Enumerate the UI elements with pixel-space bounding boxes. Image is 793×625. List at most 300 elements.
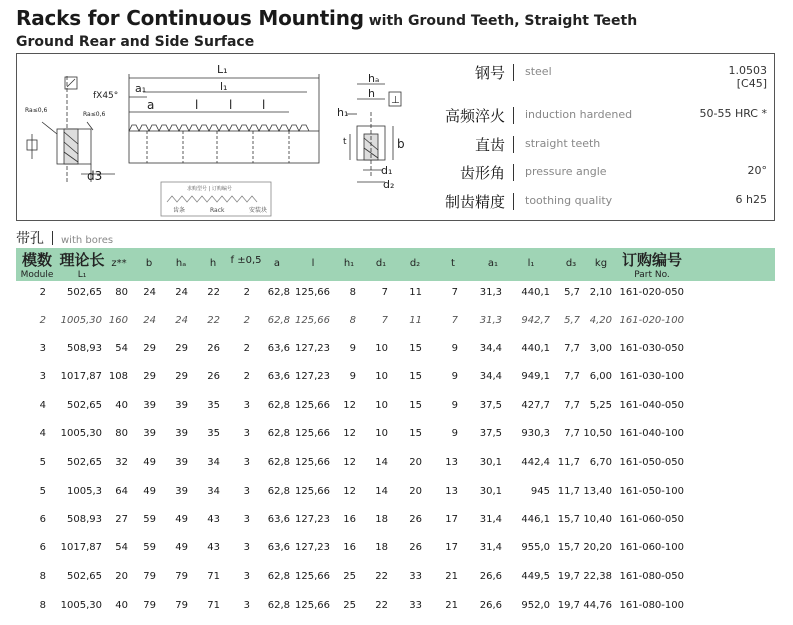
cell-l: 127,23 [295, 514, 330, 525]
col-t: t [451, 258, 455, 269]
cell-f: 3 [243, 486, 250, 497]
cell-a: 62,8 [267, 287, 290, 298]
cell-l1: 449,5 [521, 571, 550, 582]
cell-length: 502,65 [67, 400, 102, 411]
inset-label-left: 齿条 [173, 207, 186, 214]
cell-h1: 12 [343, 400, 356, 411]
cell-length: 1005,30 [60, 600, 102, 611]
cell-b: 59 [143, 542, 156, 553]
col-z: z** [111, 258, 127, 269]
cell-module: 8 [39, 571, 46, 582]
cell-h1: 25 [343, 600, 356, 611]
cell-module: 3 [39, 371, 46, 382]
divider [513, 136, 514, 153]
cell-t: 21 [445, 571, 458, 582]
cell-ha: 29 [175, 343, 188, 354]
cell-a: 62,8 [267, 457, 290, 468]
spec-steel [417, 62, 767, 90]
cell-l: 125,66 [295, 600, 330, 611]
cell-z: 108 [108, 371, 128, 382]
cell-ha: 24 [175, 315, 188, 326]
spec-hardening-en: induction hardened [525, 108, 633, 121]
cell-module: 2 [39, 315, 46, 326]
cell-a1: 34,4 [479, 343, 502, 354]
cell-l1: 442,4 [521, 457, 550, 468]
cell-a: 63,6 [267, 371, 290, 382]
cell-t: 9 [451, 343, 458, 354]
cell-f: 3 [243, 571, 250, 582]
cell-t: 21 [445, 600, 458, 611]
cell-length: 1005,30 [60, 315, 102, 326]
cell-length: 502,65 [67, 287, 102, 298]
label-h1: h₁ [337, 106, 349, 119]
cell-a: 63,6 [267, 343, 290, 354]
cell-z: 20 [115, 571, 128, 582]
cell-l: 125,66 [295, 400, 330, 411]
cell-a1: 34,4 [479, 371, 502, 382]
inset-label-mid: Rack [210, 207, 225, 214]
front-view-rack [129, 63, 319, 163]
cell-l1: 440,1 [521, 343, 550, 354]
cell-d1: 10 [375, 400, 388, 411]
cell-part-no: 161-020-050 [619, 287, 684, 298]
cell-part-no: 161-050-100 [619, 486, 684, 497]
cell-d1: 14 [375, 457, 388, 468]
inset-label-right: 安装块 [249, 207, 268, 214]
cell-a1: 30,1 [479, 486, 502, 497]
table-row [16, 457, 775, 473]
cell-b: 24 [143, 287, 156, 298]
table-row [16, 514, 775, 530]
cell-l1: 955,0 [521, 542, 550, 553]
cell-a1: 37,5 [479, 428, 502, 439]
cell-t: 9 [451, 428, 458, 439]
cell-ha: 29 [175, 371, 188, 382]
cell-d2: 33 [409, 600, 422, 611]
label-perp: ⊥ [391, 95, 400, 106]
technical-drawing [17, 54, 417, 220]
cell-d3: 15,7 [557, 514, 580, 525]
cell-t: 7 [451, 315, 458, 326]
table-row [16, 371, 775, 387]
cell-d1: 10 [375, 343, 388, 354]
col-h1: h₁ [343, 258, 355, 269]
cell-d2: 11 [409, 315, 422, 326]
cell-module: 6 [39, 542, 46, 553]
label-l1: l₁ [220, 80, 228, 93]
cell-l1: 440,1 [521, 287, 550, 298]
table-row [16, 400, 775, 416]
cell-d1: 18 [375, 542, 388, 553]
cell-a1: 26,6 [479, 600, 502, 611]
label-d1: d₁ [381, 164, 393, 177]
label-h: h [368, 87, 375, 100]
cell-f: 3 [243, 400, 250, 411]
cell-f: 2 [243, 343, 250, 354]
table-row [16, 571, 775, 587]
spec-teeth-zh: 直齿 [474, 136, 505, 154]
label-L1: L₁ [217, 63, 228, 76]
label-fx45: fX45° [93, 91, 119, 101]
spec-box [16, 53, 775, 221]
cell-z: 27 [115, 514, 128, 525]
cell-d3: 19,7 [557, 571, 580, 582]
cell-part-no: 161-080-050 [619, 571, 684, 582]
cell-z: 54 [115, 542, 128, 553]
cell-z: 54 [115, 343, 128, 354]
cell-b: 39 [143, 428, 156, 439]
cell-length: 1005,3 [67, 486, 102, 497]
cell-d2: 15 [409, 371, 422, 382]
divider [52, 231, 53, 245]
cell-l: 127,23 [295, 371, 330, 382]
label-a1: a₁ [135, 82, 147, 95]
cell-ha: 79 [175, 571, 188, 582]
spec-toothing-quality-zh: 制齿精度 [444, 193, 505, 211]
spec-hardening-value: 50-55 HRC * [699, 107, 767, 120]
cell-part-no: 161-030-050 [619, 343, 684, 354]
table-row [16, 542, 775, 558]
cell-module: 6 [39, 514, 46, 525]
table-header [16, 248, 775, 281]
cell-f: 2 [243, 287, 250, 298]
cell-t: 7 [451, 287, 458, 298]
spec-teeth [417, 134, 767, 156]
cell-d3: 7,7 [564, 371, 580, 382]
cell-b: 79 [143, 600, 156, 611]
cell-z: 40 [115, 600, 128, 611]
cell-b: 49 [143, 457, 156, 468]
cell-f: 3 [243, 542, 250, 553]
cell-d2: 26 [409, 542, 422, 553]
cell-b: 59 [143, 514, 156, 525]
cell-f: 2 [243, 315, 250, 326]
table-row [16, 600, 775, 616]
col-a: a [273, 258, 281, 269]
cell-part-no: 161-050-050 [619, 457, 684, 468]
cell-l1: 446,1 [521, 514, 550, 525]
cell-l: 125,66 [295, 571, 330, 582]
cell-l1: 945 [530, 486, 550, 497]
table-row [16, 287, 775, 303]
cell-ha: 39 [175, 457, 188, 468]
cell-l: 125,66 [295, 457, 330, 468]
title-main: Racks for Continuous Mounting [16, 6, 364, 30]
cell-a1: 26,6 [479, 571, 502, 582]
cell-h: 22 [207, 287, 220, 298]
cell-t: 13 [445, 457, 458, 468]
cell-h: 34 [207, 486, 220, 497]
table-row [16, 486, 775, 502]
cell-d2: 15 [409, 343, 422, 354]
cell-d1: 10 [375, 371, 388, 382]
cell-kg: 22,38 [583, 571, 612, 582]
cell-d1: 7 [381, 315, 388, 326]
cell-a: 63,6 [267, 514, 290, 525]
title-rest: with Ground Teeth, Straight Teeth [363, 13, 638, 29]
label-a: a [147, 98, 155, 112]
cell-length: 502,65 [67, 457, 102, 468]
cell-b: 49 [143, 486, 156, 497]
cell-a: 62,8 [267, 315, 290, 326]
cell-h1: 8 [349, 315, 356, 326]
cell-length: 1017,87 [60, 371, 102, 382]
cell-l: 127,23 [295, 542, 330, 553]
cell-d2: 15 [409, 400, 422, 411]
cell-a: 62,8 [267, 486, 290, 497]
col-d1: d₁ [375, 258, 387, 269]
divider [513, 193, 514, 210]
cell-length: 502,65 [67, 571, 102, 582]
cell-kg: 6,70 [589, 457, 612, 468]
table-row [16, 343, 775, 359]
cell-h: 43 [207, 514, 220, 525]
cell-kg: 10,50 [583, 428, 612, 439]
cell-ha: 79 [175, 600, 188, 611]
cell-module: 3 [39, 343, 46, 354]
cell-l1: 930,3 [521, 428, 550, 439]
cell-l: 125,66 [295, 315, 330, 326]
spec-pressure-angle-zh: 齿形角 [459, 164, 505, 182]
cell-d3: 7,7 [564, 400, 580, 411]
cell-a1: 31,3 [479, 315, 502, 326]
cell-length: 508,93 [67, 514, 102, 525]
cell-t: 13 [445, 486, 458, 497]
cell-length: 1005,30 [60, 428, 102, 439]
cell-a1: 31,3 [479, 287, 502, 298]
cell-d1: 14 [375, 486, 388, 497]
cell-h: 22 [207, 315, 220, 326]
cell-module: 4 [39, 400, 46, 411]
inset-image [161, 182, 271, 216]
cell-d1: 10 [375, 428, 388, 439]
cell-l1: 952,0 [521, 600, 550, 611]
cell-h1: 12 [343, 428, 356, 439]
spec-steel-zh: 钢号 [474, 64, 505, 82]
cell-d2: 20 [409, 457, 422, 468]
cell-l: 125,66 [295, 287, 330, 298]
cell-kg: 20,20 [583, 542, 612, 553]
cell-a: 62,8 [267, 571, 290, 582]
col-part-no: 订购编号 Part No. [621, 251, 682, 280]
cell-ha: 49 [175, 514, 188, 525]
cell-f: 2 [243, 371, 250, 382]
cell-module: 8 [39, 600, 46, 611]
cell-h1: 8 [349, 287, 356, 298]
cell-module: 4 [39, 428, 46, 439]
label-ra-left: Ra≤0,6 [25, 107, 48, 114]
cell-h1: 12 [343, 457, 356, 468]
spec-steel-value: 1.0503 [C45] [728, 64, 767, 90]
cell-a1: 30,1 [479, 457, 502, 468]
cell-d1: 22 [375, 571, 388, 582]
cell-kg: 44,76 [583, 600, 612, 611]
label-b: b [397, 137, 405, 151]
cell-a: 62,8 [267, 400, 290, 411]
col-f: f ±0,5 [230, 255, 262, 266]
spec-toothing-quality [417, 191, 767, 213]
cell-kg: 5,25 [589, 400, 612, 411]
cell-h: 35 [207, 400, 220, 411]
col-b: b [145, 258, 153, 269]
col-l: l [311, 258, 315, 269]
end-view-left [25, 76, 118, 184]
cell-h: 26 [207, 343, 220, 354]
spec-toothing-quality-en: toothing quality [525, 194, 613, 207]
cell-h1: 25 [343, 571, 356, 582]
cell-h: 71 [207, 571, 220, 582]
spec-hardening [417, 105, 767, 127]
spec-toothing-quality-value: 6 h25 [735, 193, 767, 206]
cell-module: 5 [39, 486, 46, 497]
cell-a: 62,8 [267, 600, 290, 611]
cell-a1: 31,4 [479, 542, 502, 553]
cell-part-no: 161-040-100 [619, 428, 684, 439]
cell-a: 62,8 [267, 428, 290, 439]
cell-l1: 949,1 [521, 371, 550, 382]
spec-pressure-angle-en: pressure angle [525, 165, 607, 178]
cell-d1: 18 [375, 514, 388, 525]
col-a1: a₁ [487, 258, 499, 269]
cell-length: 1017,87 [60, 542, 102, 553]
bores-zh: 带孔 [16, 231, 44, 247]
cell-kg: 10,40 [583, 514, 612, 525]
cell-b: 39 [143, 400, 156, 411]
spec-hardening-zh: 高频淬火 [444, 107, 505, 125]
cell-d3: 7,7 [564, 343, 580, 354]
cell-d3: 11,7 [557, 457, 580, 468]
cell-l1: 427,7 [521, 400, 550, 411]
cell-z: 40 [115, 400, 128, 411]
cell-d3: 5,7 [564, 287, 580, 298]
cell-length: 508,93 [67, 343, 102, 354]
cell-l: 125,66 [295, 486, 330, 497]
divider [513, 107, 514, 124]
cell-d2: 26 [409, 514, 422, 525]
cell-part-no: 161-020-100 [619, 315, 684, 326]
cell-d3: 15,7 [557, 542, 580, 553]
cell-ha: 39 [175, 428, 188, 439]
cell-d3: 5,7 [564, 315, 580, 326]
cell-a1: 31,4 [479, 514, 502, 525]
cell-f: 3 [243, 428, 250, 439]
cell-t: 9 [451, 400, 458, 411]
cell-z: 160 [108, 315, 128, 326]
bores-en: with bores [61, 235, 114, 246]
cell-part-no: 161-060-100 [619, 542, 684, 553]
cell-ha: 39 [175, 400, 188, 411]
cell-z: 32 [115, 457, 128, 468]
cell-f: 3 [243, 457, 250, 468]
cell-h1: 9 [349, 343, 356, 354]
cell-d1: 22 [375, 600, 388, 611]
col-module: 模数 Module [20, 251, 54, 280]
spec-pressure-angle [417, 162, 767, 184]
cell-z: 80 [115, 428, 128, 439]
bores-label [16, 228, 113, 248]
table-row [16, 428, 775, 444]
cell-kg: 3,00 [589, 343, 612, 354]
cell-h1: 16 [343, 514, 356, 525]
cell-b: 79 [143, 571, 156, 582]
cell-h1: 12 [343, 486, 356, 497]
cell-d3: 19,7 [557, 600, 580, 611]
cell-h: 35 [207, 428, 220, 439]
divider [513, 64, 514, 81]
label-ha: hₐ [368, 72, 380, 85]
cell-kg: 13,40 [583, 486, 612, 497]
cell-d1: 7 [381, 287, 388, 298]
cell-l: 125,66 [295, 428, 330, 439]
cell-d2: 11 [409, 287, 422, 298]
cell-h: 26 [207, 371, 220, 382]
cell-a: 63,6 [267, 542, 290, 553]
cell-h1: 16 [343, 542, 356, 553]
cell-h: 34 [207, 457, 220, 468]
spec-steel-en: steel [525, 65, 552, 78]
cell-kg: 2,10 [589, 287, 612, 298]
cell-b: 24 [143, 315, 156, 326]
label-d3: d3 [87, 169, 103, 183]
cell-d3: 11,7 [557, 486, 580, 497]
cell-b: 29 [143, 371, 156, 382]
col-d2: d₂ [409, 258, 421, 269]
col-h: h [209, 258, 217, 269]
label-l-3: l [262, 98, 266, 112]
label-l-2: l [229, 98, 233, 112]
col-ha: hₐ [175, 258, 187, 269]
cell-d3: 7,7 [564, 428, 580, 439]
cell-module: 2 [39, 287, 46, 298]
label-d2: d₂ [383, 178, 395, 191]
inset-caption: 求购型号 | 订购编号 [187, 186, 232, 192]
col-length: 理论长 L₁ [59, 251, 105, 280]
cell-l1: 942,7 [521, 315, 550, 326]
cell-t: 17 [445, 542, 458, 553]
cell-t: 9 [451, 371, 458, 382]
cell-ha: 24 [175, 287, 188, 298]
page-title [16, 6, 637, 30]
cell-part-no: 161-060-050 [619, 514, 684, 525]
cell-module: 5 [39, 457, 46, 468]
cell-kg: 4,20 [589, 315, 612, 326]
cell-z: 64 [115, 486, 128, 497]
col-l1: l₁ [527, 258, 535, 269]
cell-a1: 37,5 [479, 400, 502, 411]
cell-h1: 9 [349, 371, 356, 382]
label-l-1: l [195, 98, 199, 112]
cell-b: 29 [143, 343, 156, 354]
cell-ha: 49 [175, 542, 188, 553]
spec-teeth-en: straight teeth [525, 137, 601, 150]
cell-kg: 6,00 [589, 371, 612, 382]
page-subtitle: Ground Rear and Side Surface [16, 34, 255, 50]
cell-part-no: 161-040-050 [619, 400, 684, 411]
cell-f: 3 [243, 600, 250, 611]
cell-l: 127,23 [295, 343, 330, 354]
cell-h: 71 [207, 600, 220, 611]
cell-part-no: 161-030-100 [619, 371, 684, 382]
cell-part-no: 161-080-100 [619, 600, 684, 611]
col-kg: kg [594, 258, 608, 269]
cell-z: 80 [115, 287, 128, 298]
cell-d2: 15 [409, 428, 422, 439]
cell-d2: 33 [409, 571, 422, 582]
cell-t: 17 [445, 514, 458, 525]
cell-d2: 20 [409, 486, 422, 497]
cell-f: 3 [243, 514, 250, 525]
col-d3: d₃ [565, 258, 577, 269]
